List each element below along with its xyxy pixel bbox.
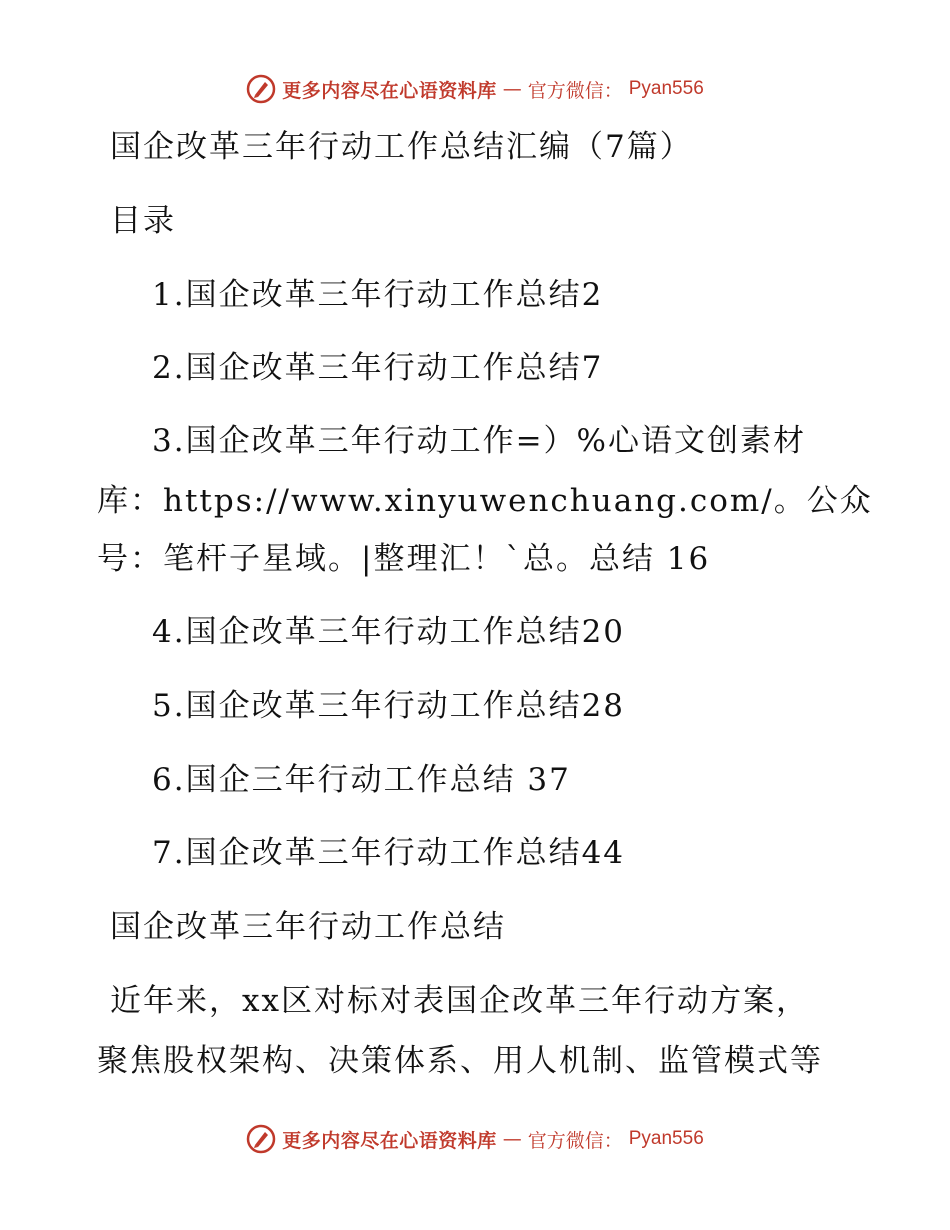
watermark-text: 更多内容尽在心语资料库: [282, 79, 497, 102]
toc-item-3-line-2: 库：https://www.xinyuwenchuang.com/。公众: [97, 483, 873, 519]
watermark-separator: —: [502, 1128, 522, 1150]
body-line-1: 近年来，xx区对标对表国企改革三年行动方案，: [110, 983, 809, 1019]
toc-item-7: 7.国企改革三年行动工作总结44: [152, 835, 626, 871]
watermark-separator: —: [502, 78, 522, 100]
watermark-wechat-label: 官方微信：: [527, 1129, 623, 1152]
pen-logo-icon: [246, 74, 276, 104]
watermark-wechat-label: 官方微信：: [527, 79, 623, 102]
toc-item-4: 4.国企改革三年行动工作总结20: [152, 614, 626, 650]
toc-item-2: 2.国企改革三年行动工作总结7: [152, 350, 604, 386]
toc-item-3-line-3: 号：笔杆子星域。|整理汇！`总。总结 16: [97, 541, 711, 577]
toc-item-5: 5.国企改革三年行动工作总结28: [152, 688, 626, 724]
document-title: 国企改革三年行动工作总结汇编（7篇）: [110, 129, 693, 165]
toc-item-3-line-1: 3.国企改革三年行动工作=）%心语文创素材: [152, 423, 807, 459]
toc-item-6: 6.国企三年行动工作总结 37: [152, 762, 571, 798]
pen-logo-icon: [246, 1124, 276, 1154]
section-heading: 国企改革三年行动工作总结: [110, 909, 506, 945]
watermark-wechat-id: Pyan556: [628, 78, 704, 99]
watermark-header: [0, 74, 950, 104]
watermark-footer: [0, 1124, 950, 1154]
toc-heading: 目录: [110, 203, 176, 239]
watermark-text: 更多内容尽在心语资料库: [282, 1129, 497, 1152]
toc-item-1: 1.国企改革三年行动工作总结2: [152, 277, 604, 313]
body-line-2: 聚焦股权架构、决策体系、用人机制、监管模式等: [97, 1043, 823, 1079]
watermark-wechat-id: Pyan556: [628, 1128, 704, 1149]
